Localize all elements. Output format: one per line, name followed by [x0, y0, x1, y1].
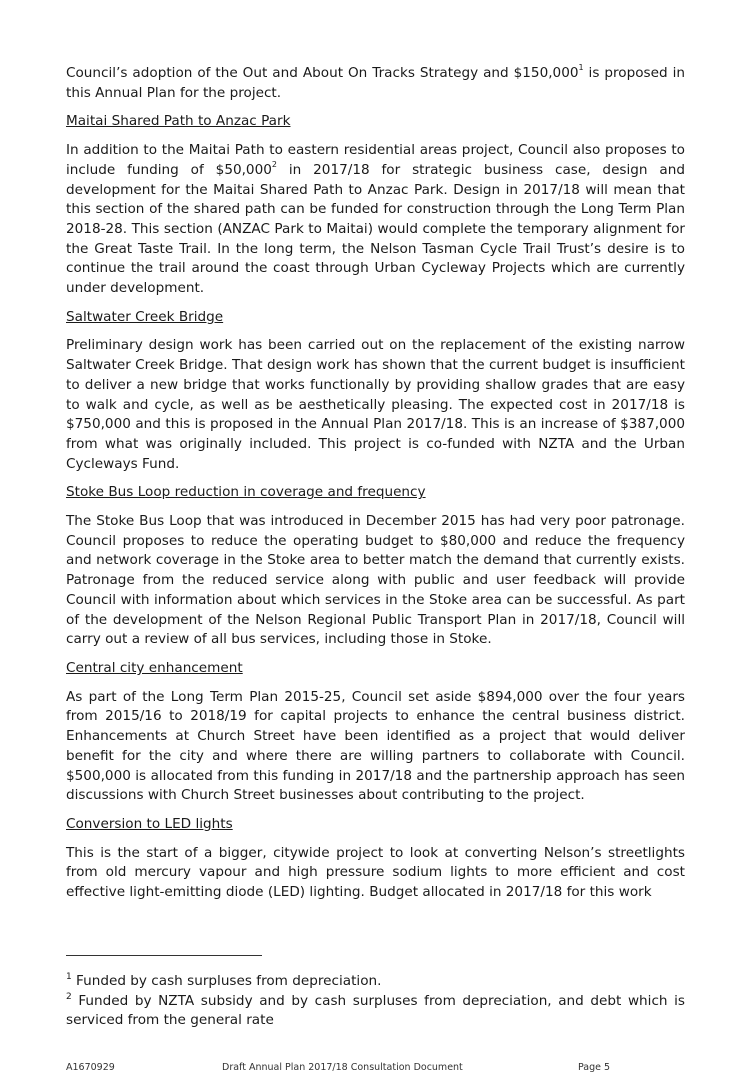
document-body — [66, 64, 685, 912]
section-paragraph-led: This is the start of a bigger, citywide project to look at converting Nelson’s streetlights from old mercury vapour and high pressure sodium lights to more efficient and cost effective light-emitting diode (LED) lighting. Budget allocated in 2017/18 for this work — [66, 844, 685, 901]
document-reference: A1670929 — [66, 1062, 115, 1073]
maitai-text: In addition to the Maitai Path to eastern residential areas project, Council also proposes to include funding of $50,000 — [66, 142, 685, 178]
section-heading-led: Conversion to LED lights — [66, 815, 233, 832]
footnote-number: 1 — [66, 972, 72, 983]
document-title: Draft Annual Plan 2017/18 Consultation Document — [222, 1062, 463, 1073]
footnote-ref-2[interactable]: 2 — [271, 160, 277, 170]
section-heading-saltwater: Saltwater Creek Bridge — [66, 308, 224, 325]
section-paragraph-central-city: As part of the Long Term Plan 2015-25, Council set aside $894,000 over the four years from 2015/16 to 2018/19 for capital projects to enhance the central business district. Enhancements at Church Street have been identified as a project that would deliver benefit for the city and where there are willing partners to collaborate with Council. $500,000 is allocated from this funding in 2017/18 and the partnership approach has seen discussions with Church Street businesses about contributing to the project. — [66, 688, 685, 804]
footnote-divider — [66, 955, 262, 956]
maitai-text-cont: in 2017/18 for strategic business case, design and development for the Maitai Shared Path to Anzac Park. Design in 2017/18 will mean that this section of the shared path can be funded for construction through the Long Term Plan 2018-28. This section (ANZAC Park to Maitai) would complete the temporary alignment for the Great Taste Trail. In the long term, the Nelson Tasman Cycle Trail Trust’s desire is to continue the trail around the coast through Urban Cycleway Projects which are currently under development. — [66, 161, 685, 297]
section-paragraph-maitai — [66, 141, 685, 299]
footnotes — [66, 972, 685, 1031]
section-heading-stoke-bus: Stoke Bus Loop reduction in coverage and frequency — [66, 484, 426, 501]
section-paragraph-saltwater: Preliminary design work has been carried out on the replacement of the existing narrow Saltwater Creek Bridge. That design work has shown that the current budget is insufficient to deliver a new bridge that works functionally by providing shallow grades that are easy to walk and cycle, as well as be aesthetically pleasing. The expected cost in 2017/18 is $750,000 and this is proposed in the Annual Plan 2017/18. This is an increase of $387,000 from what was originally included. This project is co-funded with NZTA and the Urban Cycleways Fund. — [66, 337, 685, 472]
footnote-number: 2 — [66, 992, 72, 1003]
section-heading-maitai: Maitai Shared Path to Anzac Park — [66, 113, 291, 130]
section-paragraph-stoke-bus: The Stoke Bus Loop that was introduced in December 2015 has had very poor patronage. Council proposes to reduce the operating budget to $80,000 and reduce the frequency and network coverage in the Stoke area to better match the demand that currently exists. Patronage from the reduced service along with public and user feedback will provide Council with information about which services in the Stoke area can be successful. As part of the development of the Nelson Regional Public Transport Plan in 2017/18, Council will carry out a review of all bus services, including those in Stoke. — [66, 513, 685, 648]
intro-paragraph — [66, 64, 685, 103]
intro-text: Council’s adoption of the Out and About On Tracks Strategy and $150,000 — [66, 65, 579, 81]
intro-text-cont: is proposed in this Annual Plan for the project. — [66, 65, 685, 101]
footnote-text: Funded by cash surpluses from depreciation. — [71, 973, 382, 989]
footnote-2 — [66, 992, 685, 1031]
footnote-text: Funded by NZTA subsidy and by cash surpluses from depreciation, and debt which is serviced from the general rate — [66, 992, 685, 1029]
footnote-1 — [66, 972, 685, 992]
footnote-ref-1[interactable]: 1 — [578, 63, 584, 73]
page-number: Page 5 — [578, 1062, 611, 1073]
section-heading-central-city: Central city enhancement — [66, 659, 243, 676]
